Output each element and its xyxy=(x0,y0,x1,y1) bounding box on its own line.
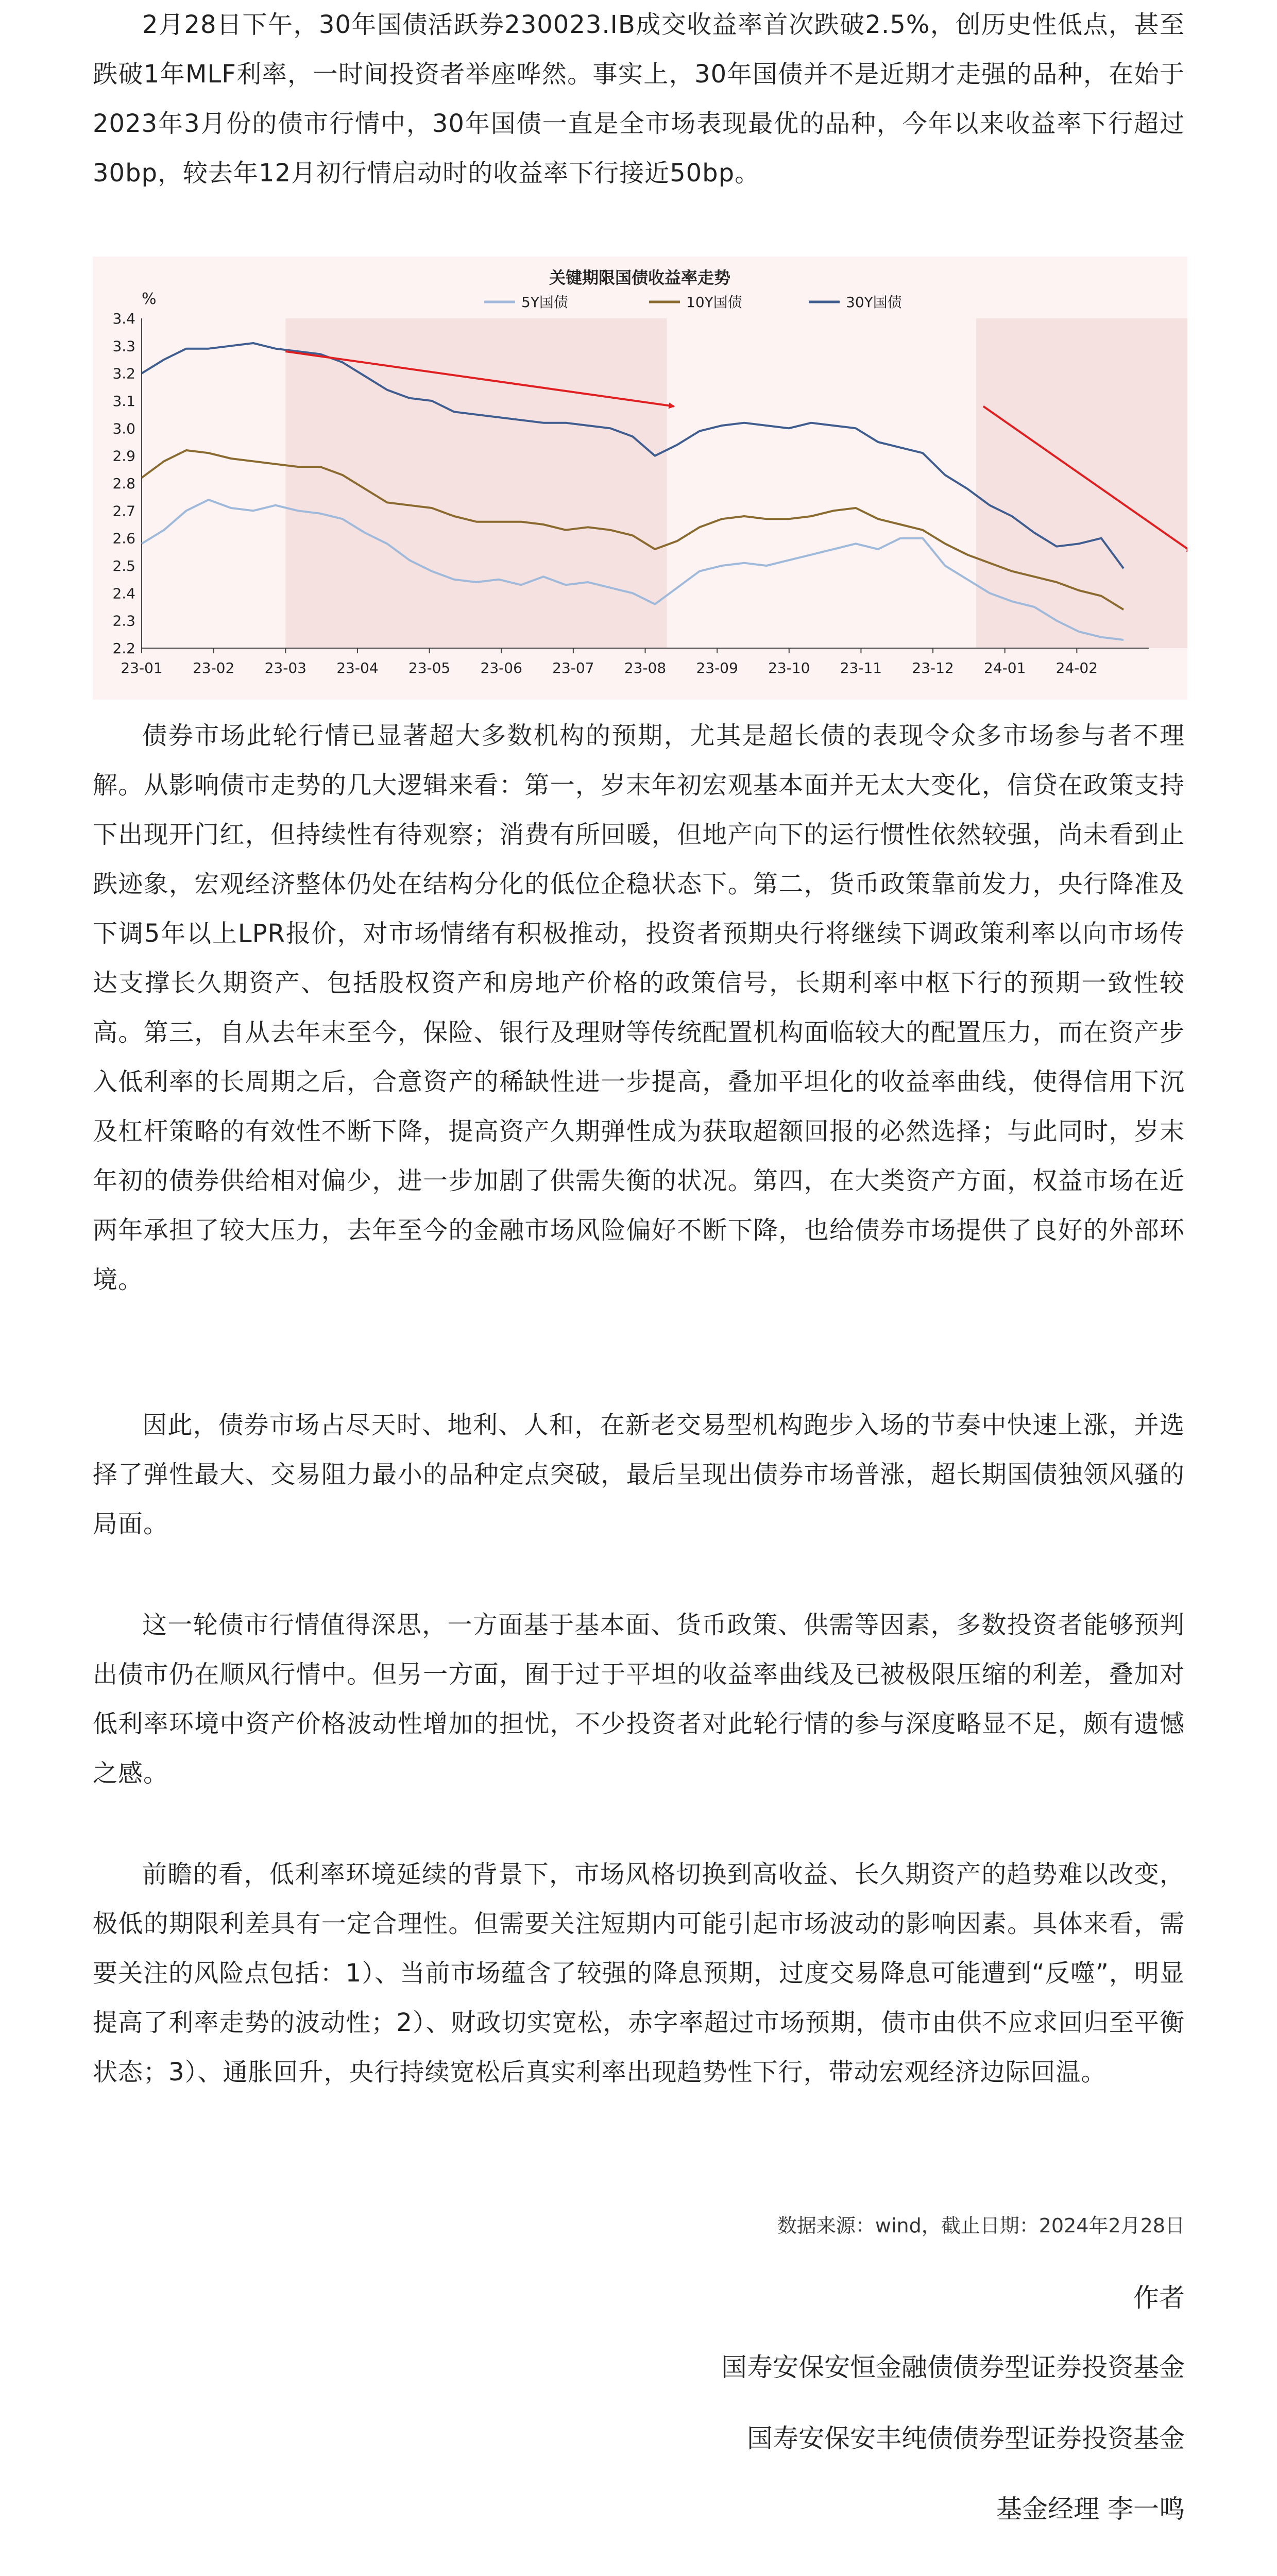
y-tick-label: 2.4 xyxy=(112,585,135,602)
x-tick-label: 23-11 xyxy=(840,659,882,676)
y-tick-label: 3.0 xyxy=(112,420,135,437)
y-tick-label: 2.3 xyxy=(112,612,135,630)
fund-name-2: 国寿安保安丰纯债债券型证券投资基金 xyxy=(747,2424,1185,2453)
x-tick-label: 23-10 xyxy=(768,659,810,676)
x-tick-label: 24-01 xyxy=(984,659,1026,676)
x-tick-label: 23-09 xyxy=(696,659,738,676)
y-tick-label: 3.3 xyxy=(112,337,135,355)
shaded-period xyxy=(285,318,667,648)
data-source-note: 数据来源：wind，截止日期：2024年2月28日 xyxy=(777,2214,1185,2237)
y-tick-label: 2.5 xyxy=(112,557,135,574)
y-tick-label: 3.1 xyxy=(112,393,135,410)
shaded-period xyxy=(976,318,1187,648)
yield-chart-svg xyxy=(93,257,1187,700)
y-axis-label: % xyxy=(142,290,157,308)
y-tick-label: 2.8 xyxy=(112,475,135,492)
x-tick-label: 23-07 xyxy=(552,659,594,676)
y-tick-label: 2.7 xyxy=(112,502,135,520)
legend-label: 5Y国债 xyxy=(521,294,568,311)
fund-name-1: 国寿安保安恒金融债债券型证券投资基金 xyxy=(721,2352,1185,2382)
author-label: 作者 xyxy=(1133,2283,1185,2313)
paragraph-4: 这一轮债市行情值得深思，一方面基于基本面、货币政策、供需等因素，多数投资者能够预判出债市仍在顺风行情中。但另一方面，囿于过于平坦的收益率曲线及已被极限压缩的利差，叠加对低利率环境中资产价格波动性增加的担忧，不少投资者对此轮行情的参与深度略显不足，颇有遗憾之感。 xyxy=(93,1611,1185,1788)
x-tick-label: 23-08 xyxy=(624,659,667,676)
x-tick-label: 23-06 xyxy=(480,659,522,676)
fund-manager: 基金经理 李一鸣 xyxy=(996,2494,1185,2524)
y-tick-label: 2.2 xyxy=(112,640,135,657)
y-tick-label: 3.2 xyxy=(112,365,135,382)
x-tick-label: 23-12 xyxy=(912,659,954,676)
y-tick-label: 2.9 xyxy=(112,447,135,465)
paragraph-2: 债券市场此轮行情已显著超大多数机构的预期，尤其是超长债的表现令众多市场参与者不理解。从影响债市走势的几大逻辑来看：第一，岁末年初宏观基本面并无太大变化，信贷在政策支持下出现开门红，但持续性有待观察；消费有所回暖，但地产向下的运行惯性依然较强，尚未看到止跌迹象，宏观经济整体仍处在结构分化的低位企稳状态下。第二，货币政策靠前发力，央行降准及下调5年以上LPR报价，对市场情绪有积极推动，投资者预期央行将继续下调政策利率以向市场传达支撑长久期资产、包括股权资产和房地产价格的政策信号，长期利率中枢下行的预期一致性较高。第三，自从去年末至今，保险、银行及理财等传统配置机构面临较大的配置压力，而在资产步入低利率的长周期之后，合意资产的稀缺性进一步提高，叠加平坦化的收益率曲线，使得信用下沉及杠杆策略的有效性不断下降，提高资产久期弹性成为获取超额回报的必然选择；与此同时，岁末年初的债券供给相对偏少，进一步加剧了供需失衡的状况。第四，在大类资产方面，权益市场在近两年承担了较大压力，去年至今的金融市场风险偏好不断下降，也给债券市场提供了良好的外部环境。 xyxy=(93,721,1185,1294)
paragraph-3: 因此，债券市场占尽天时、地利、人和，在新老交易型机构跑步入场的节奏中快速上涨，并选择了弹性最大、交易阻力最小的品种定点突破，最后呈现出债券市场普涨，超长期国债独领风骚的局面。 xyxy=(93,1411,1185,1538)
legend-label: 10Y国债 xyxy=(686,294,742,311)
paragraph-5: 前瞻的看，低利率环境延续的背景下，市场风格切换到高收益、长久期资产的趋势难以改变，极低的期限利差具有一定合理性。但需要关注短期内可能引起市场波动的影响因素。具体来看，需要关注的风险点包括：1）、当前市场蕴含了较强的降息预期，过度交易降息可能遭到“反噬”，明显提高了利率走势的波动性；2）、财政切实宽松，赤字率超过市场预期，债市由供不应求回归至平衡状态；3）、通胀回升，央行持续宽松后真实利率出现趋势性下行，带动宏观经济边际回温。 xyxy=(93,1860,1185,2087)
chart-title: 关键期限国债收益率走势 xyxy=(549,268,731,287)
x-tick-label: 23-02 xyxy=(192,659,235,676)
paragraph-1: 2月28日下午，30年国债活跃券230023.IB成交收益率首次跌破2.5%，创历史性低点，甚至跌破1年MLF利率，一时间投资者举座哗然。事实上，30年国债并不是近期才走强的品种，在始于2023年3月份的债市行情中，30年国债一直是全市场表现最优的品种，今年以来收益率下行超过30bp，较去年12月初行情启动时的收益率下行接近50bp。 xyxy=(93,10,1185,188)
yield-chart xyxy=(93,257,1187,700)
x-tick-label: 23-04 xyxy=(336,659,379,676)
x-tick-label: 24-02 xyxy=(1055,659,1098,676)
x-tick-label: 23-03 xyxy=(264,659,307,676)
y-tick-label: 2.6 xyxy=(112,530,135,547)
x-tick-label: 23-01 xyxy=(121,659,163,676)
x-tick-label: 23-05 xyxy=(408,659,451,676)
legend-label: 30Y国债 xyxy=(846,294,902,311)
y-tick-label: 3.4 xyxy=(112,310,135,327)
